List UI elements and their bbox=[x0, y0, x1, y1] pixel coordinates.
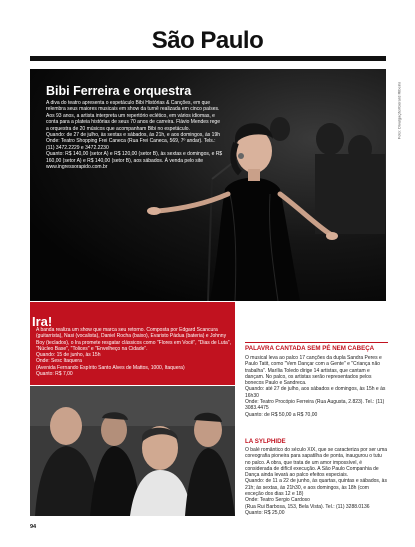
bibi-when: Quando: de 27 de julho, às sextas e sábados, às 21h, e aos domingos, às 19h bbox=[46, 132, 221, 139]
sylphide-title: LA SYLPHIDE bbox=[245, 438, 286, 445]
bibi-price: Quanto: R$ 140,00 (setor A) e R$ 120,00 (setor B), às sextas e domingos, e R$ 160,00 (setor A) e R$ 140,00 (setor B), aos sábados. À venda pelo site www.ingressorapido.com.br bbox=[46, 151, 223, 171]
section-title: São Paulo bbox=[151, 27, 264, 54]
palavra-title: PALAVRA CANTADA SEM PÉ NEM CABEÇA bbox=[245, 345, 375, 352]
band-illustration bbox=[30, 386, 235, 516]
sylphide-when: Quando: de 11 a 22 de junho, às quartas, quintas e sábados, às 21h; às sextas, às 21h30, e aos domingos, às 18h (com exceção dos dias 12 e 18) bbox=[245, 478, 387, 498]
ira-title: Ira! bbox=[32, 314, 53, 329]
photo-credit: Foto: Divulgação/Gérard Ribeiro bbox=[396, 81, 402, 140]
palavra-where: Onde: Teatro Procópio Ferreira (Rua Augusta, 2.823). Tel.: (11) 3083.4475 bbox=[245, 399, 385, 412]
palavra-when: Quando: até 27 de julho, aos sábados e domingos, às 15h e às 16h30 bbox=[245, 386, 386, 399]
ira-band-photo bbox=[30, 386, 235, 516]
sylphide-paragraph: O balé romântico do século XIX, que se caracteriza por ser uma coreografia pioneira para sapatilha de ponta, inaugurou o tutu no palco. A obra, que trata de um amor impossível, é considerada de difícil execução. A São Paulo Companhia de Dança ainda levará ao palco efeitos especiais. bbox=[245, 447, 388, 479]
ira-when: Quando: 15 de junho, às 15h bbox=[36, 352, 101, 359]
palavra-paragraph: O musical leva ao palco 17 canções da dupla Sandra Peres e Paulo Tatit, como "Vem Dançar com a Gente" e "Criança não trabalha". Marília Toledo dirige 14 artistas, que cantam e dançam. No palco, os artistas serão representados pelos bonecos Paulo e Sandreca. bbox=[245, 355, 382, 387]
sylphide-price: Quanto: R$ 25,00 bbox=[245, 509, 285, 516]
bibi-paragraph: A diva do teatro apresenta o espetáculo Bibi Histórias & Canções, em que relembra seus maiores musicais em show da turnê realizada em cinco países. Aos 93 anos, a artista interpreta um repertório eclético, em vários idiomas, e conta para a plateia histórias de seus 70 anos de carreira. Flávio Mendes rege a orquestra de 20 músicos que acompanham Bibi no espetáculo. bbox=[46, 100, 220, 132]
bibi-where: Onde: Teatro Shopping Frei Caneca (Rua Frei Caneca, 569, 7º andar). Tels.: (11) 3472.2229 e 3472.2230 bbox=[46, 138, 216, 151]
bibi-photo bbox=[30, 69, 386, 301]
sylphide-where: Onde: Teatro Sergio Cardoso bbox=[245, 497, 310, 504]
sylphide-address: (Rua Rui Barbosa, 153, Bela Vista). Tel.: (11) 3288.0136 bbox=[245, 503, 370, 510]
sylphide-body bbox=[245, 447, 388, 516]
ira-paragraph: A banda realiza um show que marca seu retorno. Composta por Edgard Scancura (guitarrista), Nasi (vocalista), Daniel Rocha (baixo), Evaristo Pádua (bateria) e Johnny Boy (teclados), o Ira promete resgatar clássicos como "Flores em Você", "Dias de Luta", "Núcleo Base", "Tolices" e "Envelheço na Cidade". bbox=[36, 327, 231, 352]
ira-price: Quanto: R$ 7,00 bbox=[36, 371, 73, 378]
ira-body bbox=[36, 327, 232, 377]
bibi-body bbox=[46, 100, 224, 170]
palavra-rule bbox=[245, 342, 388, 343]
ira-address: (Avenida Fernando Espírito Santo Alves de Mattos, 1000, Itaquera) bbox=[36, 364, 185, 371]
page-header bbox=[0, 0, 415, 62]
bibi-title: Bibi Ferreira e orquestra bbox=[46, 84, 192, 98]
ira-where: Onde: Sesc Itaquera bbox=[36, 358, 82, 365]
palavra-body bbox=[245, 355, 388, 418]
header-rule bbox=[30, 56, 386, 61]
palavra-price: Quanto: de R$ 50,00 a R$ 70,00 bbox=[245, 411, 318, 418]
page-number: 94 bbox=[30, 524, 37, 530]
